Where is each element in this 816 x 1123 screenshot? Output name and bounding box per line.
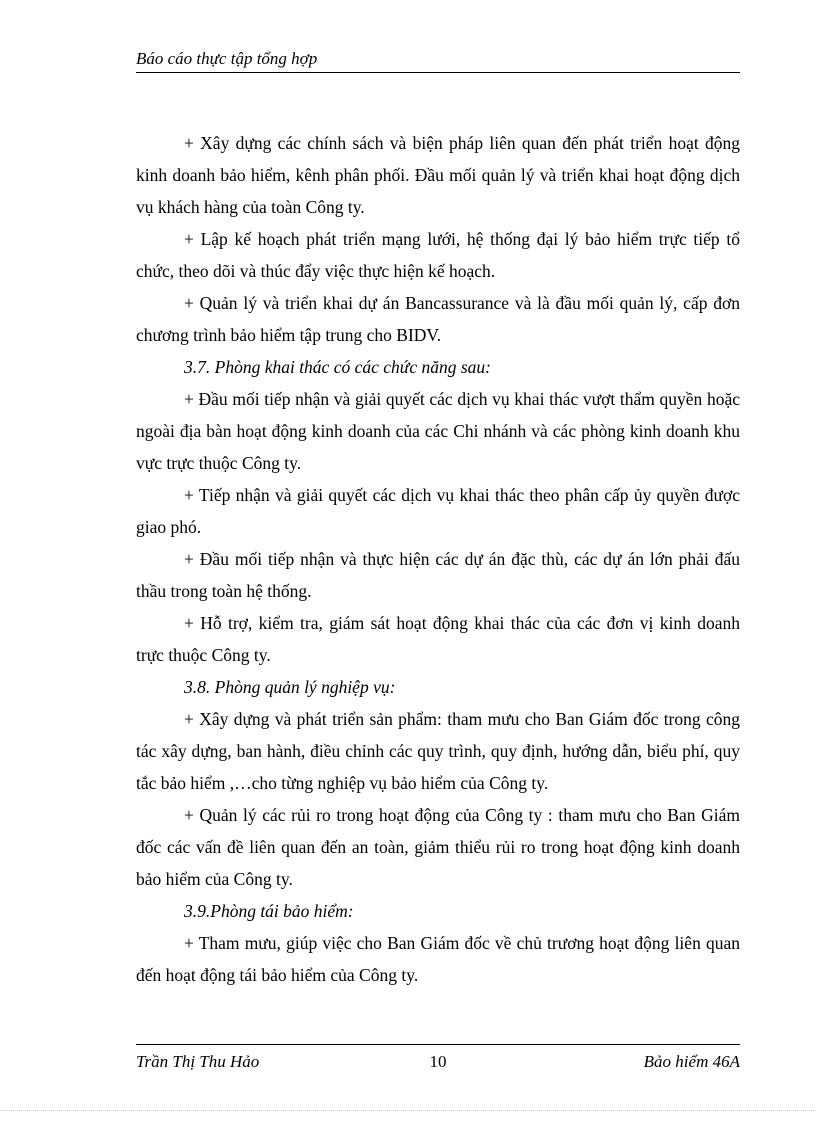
paragraph: + Đầu mối tiếp nhận và giải quyết các dịch vụ khai thác vượt thẩm quyền hoặc ngoài địa bàn hoạt động kinh doanh của các Chi nhánh và các phòng kinh doanh khu vực trực thuộc Công ty. — [136, 389, 740, 473]
paragraph: + Tiếp nhận và giải quyết các dịch vụ khai thác theo phân cấp ủy quyền được giao phó. — [136, 485, 740, 537]
footer-class: Bảo hiểm 46A — [643, 1052, 740, 1071]
paragraph: + Đầu mối tiếp nhận và thực hiện các dự án đặc thù, các dự án lớn phải đấu thầu trong toàn hệ thống. — [136, 549, 740, 601]
paragraph: + Quản lý và triển khai dự án Bancassurance và là đầu mối quản lý, cấp đơn chương trình bảo hiểm tập trung cho BIDV. — [136, 293, 740, 345]
document-body — [136, 127, 740, 991]
section-heading-3-8: 3.8. Phòng quản lý nghiệp vụ: — [184, 677, 396, 697]
paragraph: + Lập kế hoạch phát triển mạng lưới, hệ thống đại lý bảo hiểm trực tiếp tổ chức, theo dõi và thúc đẩy việc thực hiện kế hoạch. — [136, 229, 740, 281]
paragraph: + Xây dựng và phát triển sản phẩm: tham mưu cho Ban Giám đốc trong công tác xây dựng, ban hành, điều chỉnh các quy trình, quy định, hướng dẫn, biểu phí, quy tắc bảo hiểm ,…cho từng nghiệp vụ bảo hiểm của Công ty. — [136, 709, 740, 793]
page-number: 10 — [429, 1052, 447, 1071]
paragraph: + Quản lý các rủi ro trong hoạt động của Công ty : tham mưu cho Ban Giám đốc các vấn đề liên quan đến an toàn, giảm thiểu rủi ro trong hoạt động kinh doanh bảo hiểm của Công ty. — [136, 805, 740, 889]
running-footer — [136, 1044, 740, 1073]
section-heading-3-9: 3.9.Phòng tái bảo hiểm: — [184, 901, 354, 921]
running-header — [136, 48, 740, 73]
paragraph: + Tham mưu, giúp việc cho Ban Giám đốc về chủ trương hoạt động liên quan đến hoạt động tái bảo hiểm của Công ty. — [136, 933, 740, 985]
page-edge-divider — [0, 1110, 816, 1111]
paragraph: + Hỗ trợ, kiểm tra, giám sát hoạt động khai thác của các đơn vị kinh doanh trực thuộc Công ty. — [136, 613, 740, 665]
section-heading-3-7: 3.7. Phòng khai thác có các chức năng sau: — [184, 357, 491, 377]
footer-author: Trần Thị Thu Hảo — [136, 1052, 260, 1071]
paragraph: + Xây dựng các chính sách và biện pháp liên quan đến phát triển hoạt động kinh doanh bảo hiểm, kênh phân phối. Đầu mối quản lý và triển khai hoạt động dịch vụ khách hàng của toàn Công ty. — [136, 133, 740, 217]
header-title: Báo cáo thực tập tổng hợp — [136, 49, 318, 68]
